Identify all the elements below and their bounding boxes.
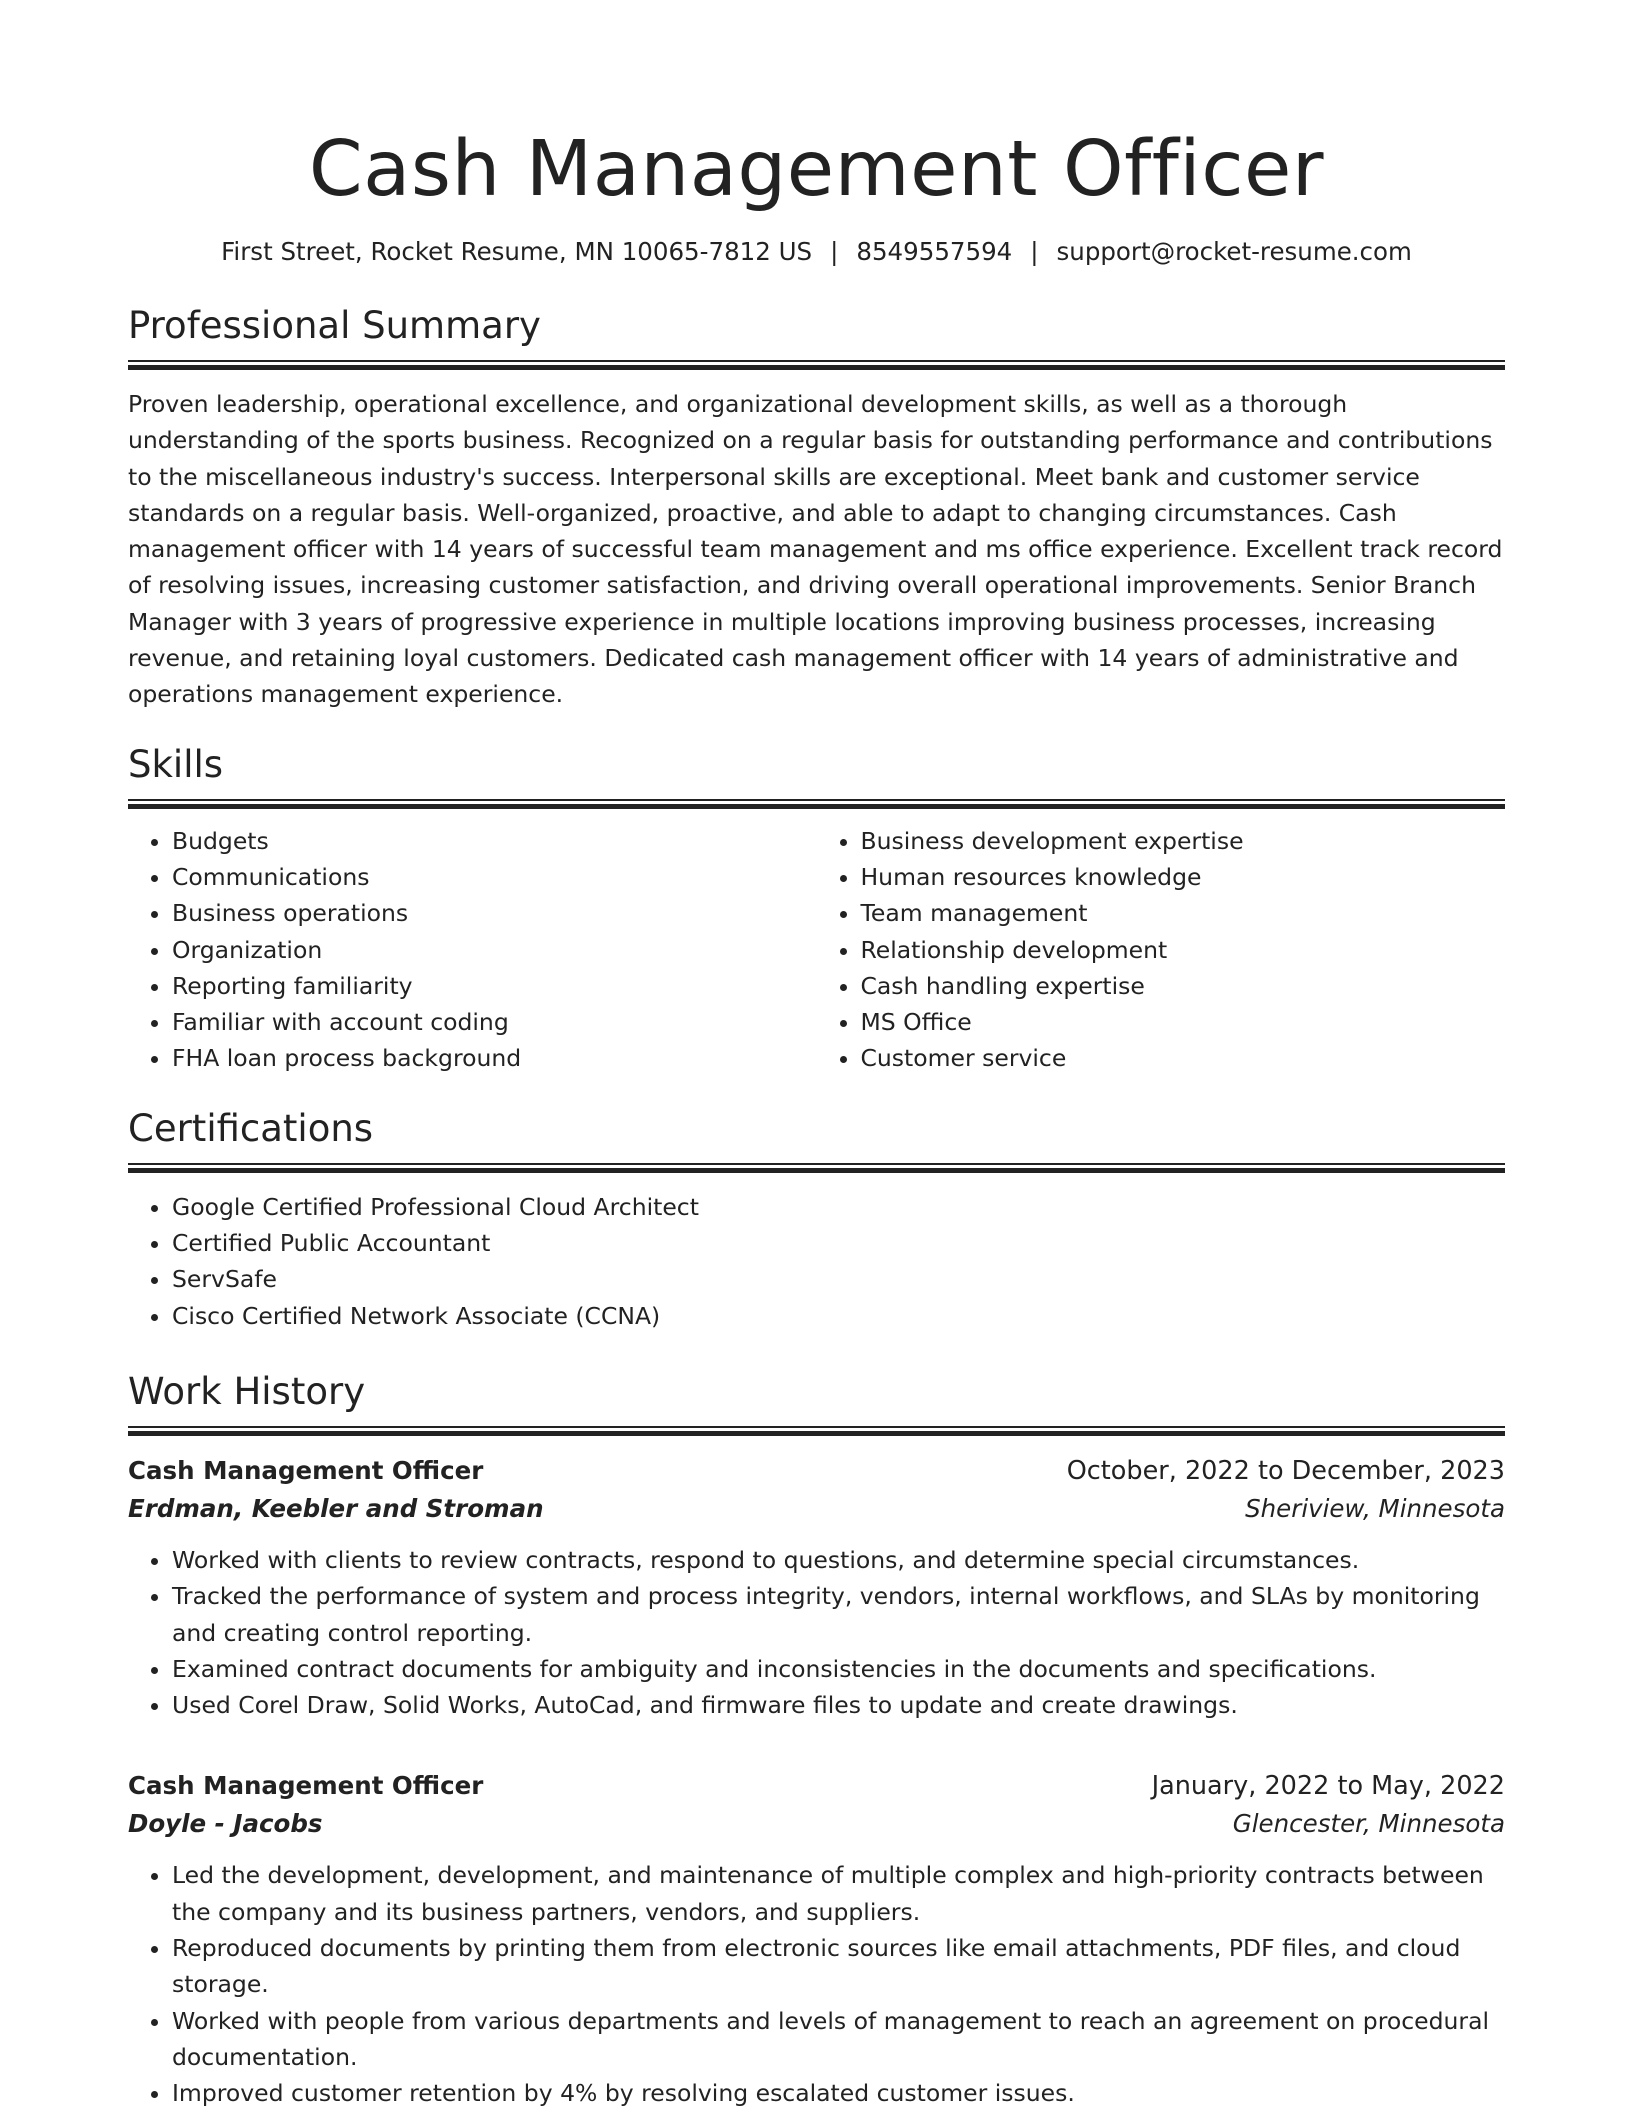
skill-item: • MS Office [861, 1004, 1506, 1040]
job-title: Cash Management Officer [128, 1455, 484, 1485]
job-bullets [128, 1857, 1505, 2111]
skills-column-left [128, 823, 817, 1077]
job-bullet: • Examined contract documents for ambiguity and inconsistencies in the documents and specifications. [172, 1651, 1505, 1687]
work-history-section [128, 1368, 1505, 2112]
section-divider [128, 799, 1505, 809]
skill-item: • Cash handling expertise [861, 968, 1506, 1004]
section-title-work-history: Work History [128, 1369, 366, 1413]
job-bullet: • Worked with people from various departments and levels of management to reach an agreement on procedural documentation. [172, 2003, 1505, 2076]
section-divider [128, 1426, 1505, 1436]
skills-grid [128, 823, 1505, 1077]
job-bullets [128, 1542, 1505, 1723]
skill-item: • Business operations [172, 895, 817, 931]
certification-item: • Google Certified Professional Cloud Architect [172, 1189, 1505, 1225]
job-bullet: • Worked with clients to review contracts, respond to questions, and determine special circumstances. [172, 1542, 1505, 1578]
skill-item: • Reporting familiarity [172, 968, 817, 1004]
job-location: Sheriview, Minnesota [1245, 1493, 1505, 1523]
section-divider [128, 360, 1505, 370]
certification-item: • ServSafe [172, 1261, 1505, 1297]
contact-email[interactable]: support@rocket-resume.com [1056, 237, 1412, 266]
contact-separator: | [830, 237, 839, 266]
contact-address: First Street, Rocket Resume, MN 10065-7812 US [221, 237, 813, 266]
section-divider [128, 1163, 1505, 1173]
contact-separator: | [1030, 237, 1039, 266]
skill-item: • Human resources knowledge [861, 859, 1506, 895]
skill-item: • Communications [172, 859, 817, 895]
job-dates: January, 2022 to May, 2022 [1151, 1771, 1505, 1802]
skill-item: • Organization [172, 932, 817, 968]
summary-text: Proven leadership, operational excellence, and organizational development skills, as well as a thorough understanding of the sports business. Recognized on a regular basis for outstanding performance and contributions to the miscellaneous industry's success. Interpersonal skills are exceptional. Meet bank and customer service standards on a regular basis. Well-organized, proactive, and able to adapt to changing circumstances. Cash management officer with 14 years of successful team management and ms office experience. Excellent track record of resolving issues, increasing customer satisfaction, and driving overall operational improvements. Senior Branch Manager with 3 years of progressive experience in multiple locations improving business processes, increasing revenue, and retaining loyal customers. Dedicated cash management officer with 14 years of administrative and operations management experience. [128, 390, 1503, 709]
job-dates: October, 2022 to December, 2023 [1066, 1455, 1505, 1486]
job-title: Cash Management Officer [128, 1771, 484, 1801]
skill-item: • Budgets [172, 823, 817, 859]
job-company-row [128, 1490, 1505, 1528]
job-bullet: • Reproduced documents by printing them from electronic sources like email attachments, PDF files, and cloud storage. [172, 1930, 1505, 2003]
skills-column-right [817, 823, 1506, 1077]
job-bullet: • Tracked the performance of system and process integrity, vendors, internal workflows, and SLAs by monitoring and creating control reporting. [172, 1578, 1505, 1651]
skill-item: • Team management [861, 895, 1506, 931]
skill-item: • FHA loan process background [172, 1040, 817, 1076]
job-bullet: • Led the development, development, and maintenance of multiple complex and high-priority contracts between the company and its business partners, vendors, and suppliers. [172, 1857, 1505, 1930]
certifications-list [128, 1189, 1505, 1334]
certifications-section [128, 1105, 1505, 1334]
skill-item: • Business development expertise [861, 823, 1506, 859]
job-bullet: • Used Corel Draw, Solid Works, AutoCad, and firmware files to update and create drawings. [172, 1687, 1505, 1723]
section-title-skills: Skills [128, 742, 224, 786]
skills-section [128, 741, 1505, 1077]
certification-item: • Certified Public Accountant [172, 1225, 1505, 1261]
contact-phone[interactable]: 8549557594 [856, 237, 1013, 266]
skill-item: • Customer service [861, 1040, 1506, 1076]
job-company: Erdman, Keebler and Stroman [128, 1493, 544, 1523]
job-header-row [128, 1767, 1505, 1805]
job-location: Glencester, Minnesota [1232, 1809, 1505, 1839]
job-company: Doyle - Jacobs [128, 1809, 323, 1839]
job-bullet: • Improved customer retention by 4% by resolving escalated customer issues. [172, 2075, 1505, 2111]
professional-summary-section [128, 302, 1505, 713]
resume-name: Cash Management Officer [308, 125, 1325, 214]
skill-item: • Familiar with account coding [172, 1004, 817, 1040]
job-entry [128, 1452, 1505, 1723]
certification-item: • Cisco Certified Network Associate (CCNA) [172, 1298, 1505, 1334]
contact-line [128, 236, 1505, 268]
job-company-row [128, 1805, 1505, 1843]
section-title-certifications: Certifications [128, 1106, 374, 1150]
skill-item: • Relationship development [861, 932, 1506, 968]
job-entry [128, 1767, 1505, 2111]
job-header-row [128, 1452, 1505, 1490]
section-title-summary: Professional Summary [128, 304, 541, 347]
